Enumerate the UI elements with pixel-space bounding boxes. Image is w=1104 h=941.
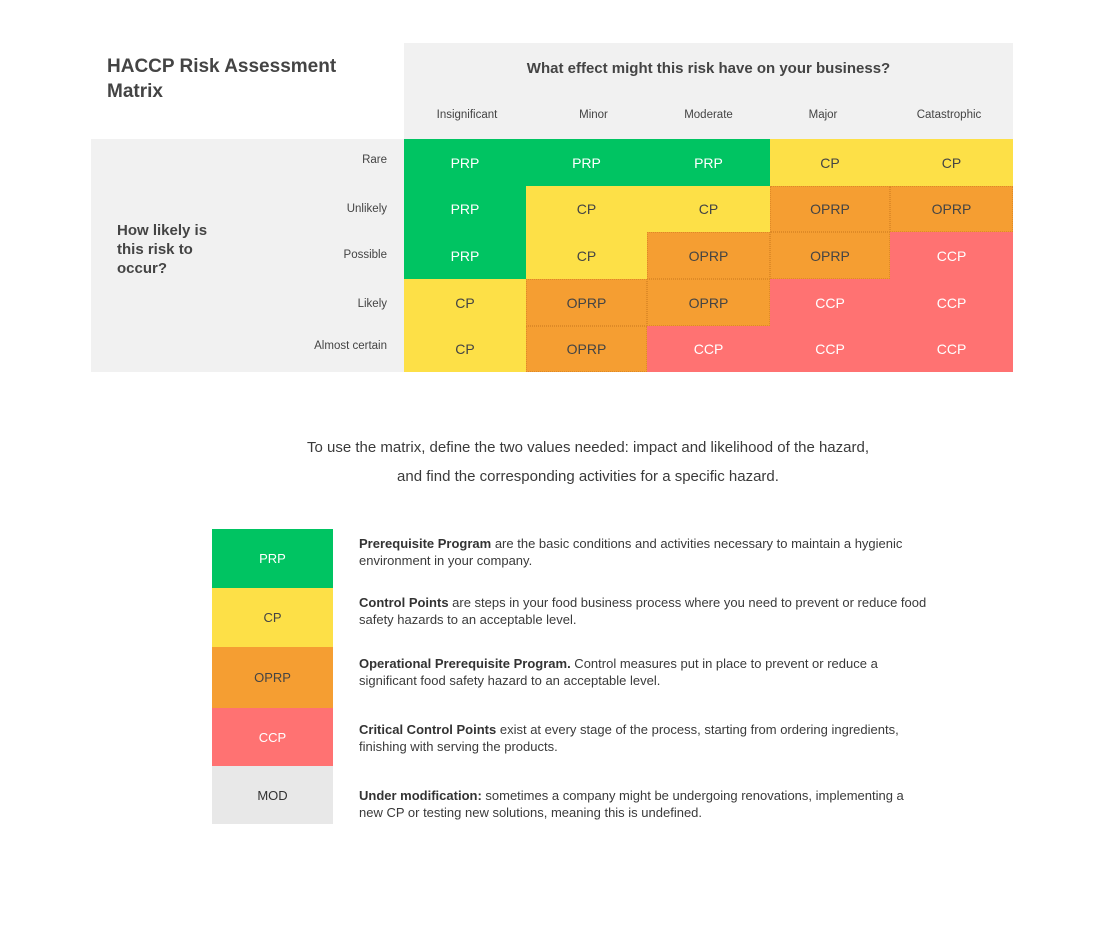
matrix-cell-cp: CP bbox=[526, 186, 647, 232]
matrix-cell-oprp: OPRP bbox=[526, 279, 647, 326]
matrix-cell-cp: CP bbox=[770, 139, 890, 186]
matrix-cell-ccp: CCP bbox=[890, 326, 1013, 372]
likelihood-question: How likely is this risk to occur? bbox=[117, 222, 208, 277]
matrix-cell-ccp: CCP bbox=[647, 326, 770, 372]
matrix-cell-cp: CP bbox=[890, 139, 1013, 186]
matrix-cell-ccp: CCP bbox=[770, 279, 890, 326]
row-label-likely: Likely bbox=[357, 298, 387, 310]
matrix-cell-ccp: CCP bbox=[890, 279, 1013, 326]
matrix-cell-oprp: OPRP bbox=[890, 186, 1013, 232]
column-label-insignificant: Insignificant bbox=[436, 109, 498, 121]
instructions-line-1: To use the matrix, define the two values needed: impact and likelihood of the hazard, bbox=[306, 439, 869, 456]
legend-description-prp: Prerequisite Program are the basic conditions and activities necessary to maintain a hygienic environment in your company. bbox=[359, 536, 903, 568]
column-label-catastrophic: Catastrophic bbox=[916, 109, 982, 121]
matrix-cell-prp: PRP bbox=[526, 139, 647, 186]
matrix-cell-oprp: OPRP bbox=[770, 186, 890, 232]
column-label-minor: Minor bbox=[579, 109, 608, 121]
legend-description-ccp: Critical Control Points exist at every stage of the process, starting from ordering ingredients, finishing with serving the products. bbox=[359, 722, 899, 754]
row-label-rare: Rare bbox=[362, 154, 387, 166]
matrix-cell-cp: CP bbox=[647, 186, 770, 232]
matrix-cell-cp: CP bbox=[526, 232, 647, 279]
instructions bbox=[200, 433, 976, 491]
matrix-cell-oprp: OPRP bbox=[770, 232, 890, 279]
matrix-cell-prp: PRP bbox=[404, 186, 526, 232]
matrix-cell-oprp: OPRP bbox=[647, 232, 770, 279]
impact-header bbox=[404, 43, 1013, 139]
matrix-cell-ccp: CCP bbox=[890, 232, 1013, 279]
row-label-almost-certain: Almost certain bbox=[314, 340, 387, 352]
column-label-moderate: Moderate bbox=[684, 109, 733, 121]
matrix-cell-oprp: OPRP bbox=[526, 326, 647, 372]
matrix-cell-prp: PRP bbox=[404, 232, 526, 279]
row-label-unlikely: Unlikely bbox=[346, 203, 387, 215]
legend-swatch-cp: CP bbox=[212, 588, 333, 647]
impact-question: What effect might this risk have on your business? bbox=[526, 60, 891, 77]
matrix-cell-cp: CP bbox=[404, 326, 526, 372]
legend-swatch-mod: MOD bbox=[212, 766, 333, 824]
matrix-cell-prp: PRP bbox=[647, 139, 770, 186]
legend-description-oprp: Operational Prerequisite Program. Control measures put in place to prevent or reduce a significant food safety hazard to an acceptable level. bbox=[359, 656, 878, 688]
instructions-line-2: and find the corresponding activities for a specific hazard. bbox=[397, 468, 779, 485]
legend-description-cp: Control Points are steps in your food business process where you need to prevent or reduce food safety hazards to an acceptable level. bbox=[359, 595, 927, 627]
likelihood-header bbox=[91, 139, 404, 372]
legend-swatch-ccp: CCP bbox=[212, 708, 333, 766]
matrix-cell-ccp: CCP bbox=[770, 326, 890, 372]
matrix-cell-prp: PRP bbox=[404, 139, 526, 186]
legend-swatch-oprp: OPRP bbox=[212, 647, 333, 708]
matrix-cell-oprp: OPRP bbox=[647, 279, 770, 326]
row-label-possible: Possible bbox=[343, 249, 387, 261]
page-title: HACCP Risk Assessment Matrix bbox=[107, 56, 337, 102]
column-label-major: Major bbox=[808, 109, 838, 121]
legend-swatch-prp: PRP bbox=[212, 529, 333, 588]
legend-description-mod: Under modification: sometimes a company might be undergoing renovations, implementing a new CP or testing new solutions, meaning this is undefined. bbox=[359, 788, 904, 820]
matrix-cell-cp: CP bbox=[404, 279, 526, 326]
